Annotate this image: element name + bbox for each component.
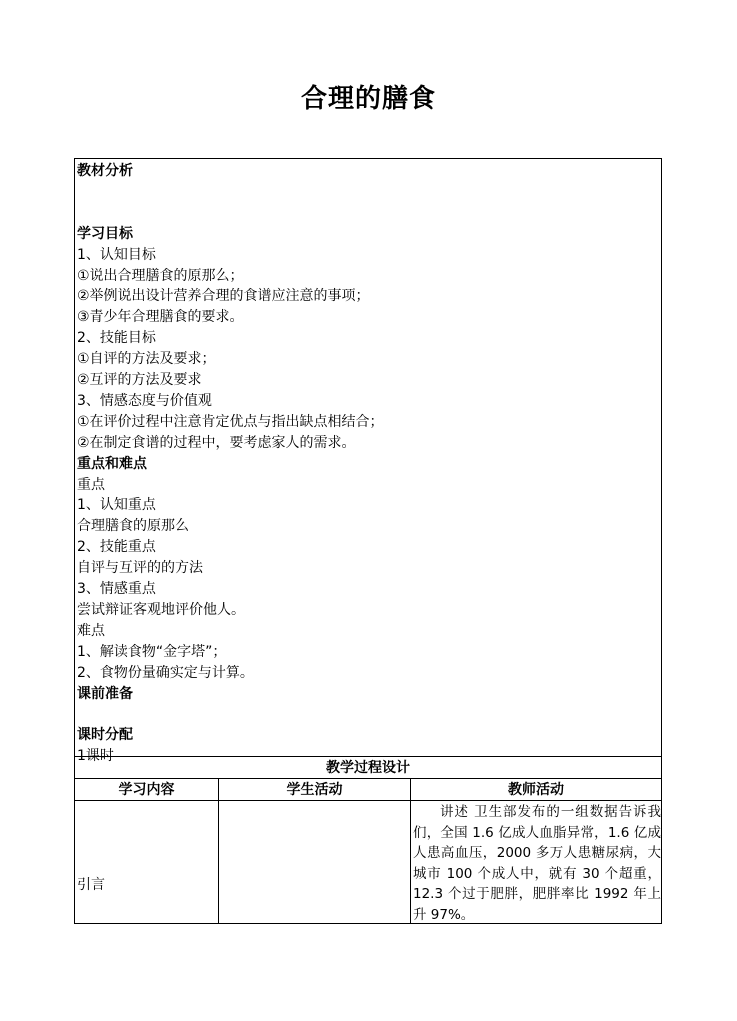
document-title: 合理的膳食: [300, 84, 436, 114]
design-heading: 教学过程设计: [75, 757, 661, 779]
list-item: ②互评的方法及要求: [77, 372, 202, 388]
section-heading: 课前准备: [77, 685, 133, 702]
section-heading: 重点和难点: [77, 455, 147, 472]
cell-content: [75, 801, 219, 923]
list-item: 1、认知重点: [77, 497, 156, 514]
list-item: 难点: [77, 622, 105, 639]
column-header-content: 学习内容: [75, 779, 219, 800]
list-item: 自评与互评的的方法: [77, 560, 203, 577]
column-header-teacher: 教师活动: [508, 782, 564, 798]
list-item: 2、食物份量确实定与计算。: [77, 664, 254, 681]
teacher-text: 讲述 卫生部发布的一组数据告诉我们，全国 1.6 亿成人血脂异常，1.6 亿成人患高血压，2000 多万人患糖尿病，大城市 100 个成人中，就有 30 个超重，12.3 个过于肥胖，肥胖率比 1992 年上升 97%。: [413, 804, 661, 923]
lesson-plan-table: [74, 158, 662, 924]
list-item: 重点: [77, 476, 105, 493]
list-item: 3、情感态度与价值观: [77, 392, 212, 409]
list-item: 1课时: [77, 748, 114, 765]
list-item: ①说出合理膳食的原那么；: [77, 267, 244, 284]
list-item: 合理膳食的原那么: [77, 518, 189, 535]
table-row: [75, 801, 661, 923]
list-item: ①在评价过程中注意肯定优点与指出缺点相结合；: [77, 413, 384, 430]
list-item: 尝试辩证客观地评价他人。: [77, 601, 245, 618]
list-item: ①自评的方法及要求；: [77, 351, 216, 368]
list-item: ②举例说出设计营养合理的食谱应注意的事项；: [77, 288, 370, 305]
content-text: 引言: [77, 877, 105, 893]
list-item: 3、情感重点: [77, 581, 156, 597]
cell-student: [219, 801, 411, 923]
design-header-row: [75, 779, 661, 801]
cell-teacher: [411, 801, 661, 923]
list-item: ②在制定食谱的过程中，要考虑家人的需求。: [77, 434, 356, 451]
analysis-section: [75, 159, 661, 765]
list-item: 2、技能重点: [77, 539, 156, 556]
section-heading: 学习目标: [77, 225, 133, 242]
list-item: 2、技能目标: [77, 330, 156, 347]
column-header-student: 学生活动: [219, 779, 411, 800]
section-heading: 课时分配: [77, 727, 133, 744]
section-heading: 教材分析: [77, 163, 133, 179]
list-item: 1、解读食物“金字塔”；: [77, 643, 227, 660]
list-item: 1、认知目标: [77, 246, 156, 263]
list-item: ③青少年合理膳食的要求。: [77, 309, 244, 326]
